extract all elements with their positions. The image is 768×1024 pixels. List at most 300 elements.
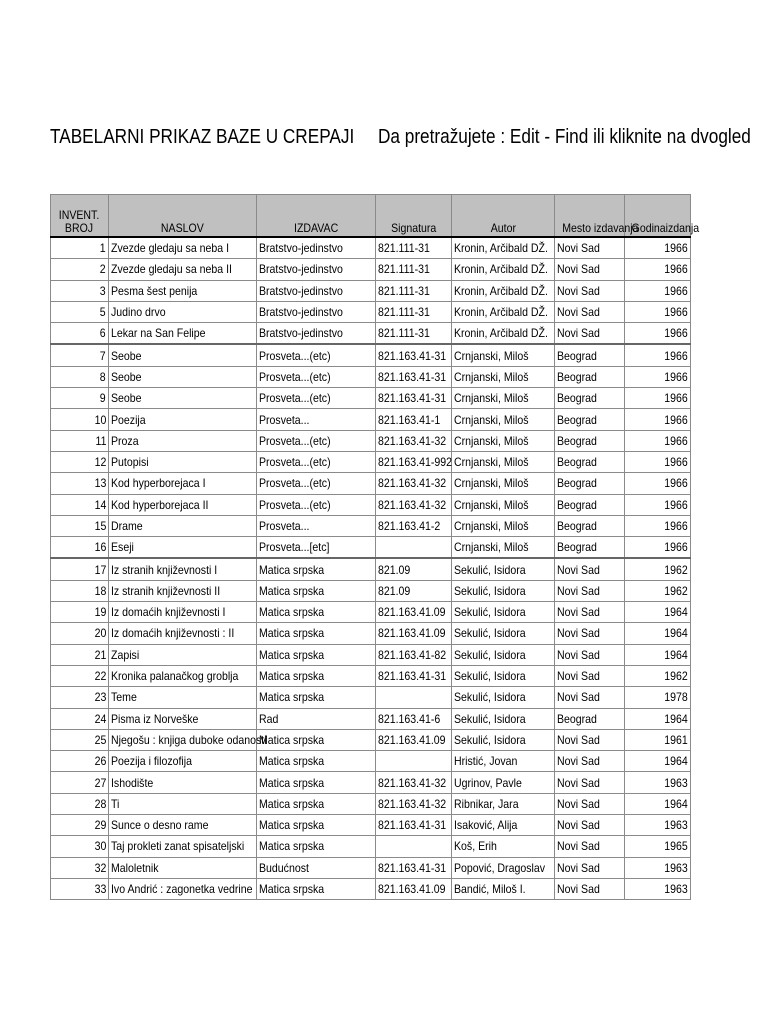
cell-author[interactable] [452, 494, 555, 515]
cell-author[interactable] [452, 687, 555, 708]
cell-publisher[interactable] [257, 515, 376, 536]
cell-publisher-text: Prosveta... [259, 412, 310, 427]
cell-author[interactable] [452, 366, 555, 387]
cell-place-text: Beograd [557, 476, 597, 491]
cell-place[interactable] [555, 473, 625, 494]
cell-author[interactable] [452, 388, 555, 409]
cell-inventory-number-text: 13 [94, 476, 106, 491]
cell-author-text: Crnjanski, Miloš [454, 412, 529, 427]
cell-title[interactable] [109, 708, 257, 729]
cell-author[interactable] [452, 259, 555, 280]
cell-publisher-text: Bratstvo-jedinstvo [259, 241, 343, 256]
cell-place[interactable] [555, 878, 625, 899]
cell-year-text: 1962 [664, 583, 688, 598]
cell-year[interactable] [625, 857, 691, 878]
cell-author[interactable] [452, 301, 555, 322]
cell-signature[interactable] [376, 537, 452, 559]
cell-author[interactable] [452, 644, 555, 665]
cell-signature[interactable] [376, 430, 452, 451]
cell-place-text: Novi Sad [557, 669, 600, 684]
cell-place[interactable] [555, 515, 625, 536]
cell-author[interactable] [452, 558, 555, 580]
cell-signature[interactable] [376, 451, 452, 472]
cell-inventory-number[interactable] [51, 344, 109, 366]
cell-signature[interactable] [376, 729, 452, 750]
cell-title[interactable] [109, 344, 257, 366]
cell-year[interactable] [625, 388, 691, 409]
cell-publisher[interactable] [257, 644, 376, 665]
cell-publisher[interactable] [257, 301, 376, 322]
cell-publisher[interactable] [257, 751, 376, 772]
cell-inventory-number[interactable] [51, 473, 109, 494]
cell-place[interactable] [555, 729, 625, 750]
cell-place[interactable] [555, 366, 625, 387]
cell-title[interactable] [109, 878, 257, 899]
cell-author[interactable] [452, 580, 555, 601]
cell-year[interactable] [625, 237, 691, 259]
cell-publisher[interactable] [257, 580, 376, 601]
cell-inventory-number[interactable] [51, 793, 109, 814]
cell-signature[interactable] [376, 708, 452, 729]
cell-title-text: Njegošu : knjiga duboke odanosti [111, 732, 267, 747]
cell-place-text: Novi Sad [557, 775, 600, 790]
cell-publisher[interactable] [257, 687, 376, 708]
cell-signature[interactable] [376, 815, 452, 836]
catalog-table [50, 194, 700, 900]
cell-publisher[interactable] [257, 878, 376, 899]
cell-publisher[interactable] [257, 857, 376, 878]
cell-place[interactable] [555, 580, 625, 601]
cell-title[interactable] [109, 409, 257, 430]
cell-signature-text: 821.163.41.09 [378, 605, 446, 620]
cell-signature[interactable] [376, 558, 452, 580]
cell-year[interactable] [625, 793, 691, 814]
cell-title[interactable] [109, 323, 257, 345]
cell-signature[interactable] [376, 366, 452, 387]
cell-year[interactable] [625, 259, 691, 280]
cell-signature[interactable] [376, 623, 452, 644]
cell-inventory-number[interactable] [51, 836, 109, 857]
cell-signature[interactable] [376, 751, 452, 772]
cell-title[interactable] [109, 558, 257, 580]
cell-signature[interactable] [376, 580, 452, 601]
cell-title[interactable] [109, 388, 257, 409]
cell-author[interactable] [452, 344, 555, 366]
cell-publisher[interactable] [257, 430, 376, 451]
cell-place[interactable] [555, 388, 625, 409]
cell-place[interactable] [555, 665, 625, 686]
cell-author-text: Crnjanski, Miloš [454, 519, 529, 533]
cell-signature-text: 821.163.41-32 [378, 476, 447, 491]
cell-place[interactable] [555, 537, 625, 559]
cell-year[interactable] [625, 344, 691, 366]
cell-author[interactable] [452, 537, 555, 559]
cell-signature[interactable] [376, 687, 452, 708]
cell-place[interactable] [555, 751, 625, 772]
cell-inventory-number[interactable] [51, 708, 109, 729]
cell-inventory-number[interactable] [51, 602, 109, 623]
cell-title[interactable] [109, 451, 257, 472]
cell-title[interactable] [109, 494, 257, 515]
cell-publisher-text: Rad [259, 711, 279, 726]
cell-inventory-number[interactable] [51, 430, 109, 451]
cell-publisher-text: Budućnost [259, 860, 309, 875]
cell-place[interactable] [555, 430, 625, 451]
cell-inventory-number[interactable] [51, 323, 109, 345]
cell-year[interactable] [625, 473, 691, 494]
cell-title[interactable] [109, 366, 257, 387]
cell-year[interactable] [625, 751, 691, 772]
cell-author-text: Crnjanski, Miloš [454, 497, 529, 512]
cell-inventory-number[interactable] [51, 878, 109, 899]
cell-inventory-number[interactable] [51, 644, 109, 665]
cell-title[interactable] [109, 280, 257, 301]
cell-publisher[interactable] [257, 237, 376, 259]
cell-title-text: Drame [111, 519, 143, 533]
cell-place[interactable] [555, 708, 625, 729]
cell-year[interactable] [625, 558, 691, 580]
cell-year[interactable] [625, 623, 691, 644]
cell-inventory-number[interactable] [51, 301, 109, 322]
cell-title-text: Lekar na San Felipe [111, 326, 206, 341]
cell-title[interactable] [109, 537, 257, 559]
cell-publisher[interactable] [257, 815, 376, 836]
cell-place[interactable] [555, 644, 625, 665]
cell-inventory-number-text: 25 [94, 732, 106, 747]
cell-signature-text: 821.09 [378, 583, 411, 598]
cell-year[interactable] [625, 815, 691, 836]
cell-title[interactable] [109, 751, 257, 772]
cell-year[interactable] [625, 537, 691, 559]
cell-signature[interactable] [376, 602, 452, 623]
cell-signature[interactable] [376, 793, 452, 814]
cell-inventory-number[interactable] [51, 815, 109, 836]
table-row[interactable] [51, 515, 691, 536]
cell-year[interactable] [625, 494, 691, 515]
table-row[interactable] [51, 451, 691, 472]
cell-signature[interactable] [376, 665, 452, 686]
cell-signature-text: 821.163.41-31 [378, 860, 447, 875]
cell-title-text: Taj prokleti zanat spisateljski [111, 839, 245, 854]
cell-publisher[interactable] [257, 558, 376, 580]
cell-title[interactable] [109, 580, 257, 601]
cell-publisher[interactable] [257, 623, 376, 644]
cell-year[interactable] [625, 836, 691, 857]
cell-signature[interactable] [376, 259, 452, 280]
cell-author[interactable] [452, 836, 555, 857]
cell-place[interactable] [555, 237, 625, 259]
header-publisher: IZDAVAC [257, 195, 376, 238]
cell-year[interactable] [625, 301, 691, 322]
table-row[interactable] [51, 323, 691, 345]
cell-inventory-number[interactable] [51, 237, 109, 259]
cell-inventory-number[interactable] [51, 494, 109, 515]
cell-title[interactable] [109, 237, 257, 259]
cell-signature[interactable] [376, 878, 452, 899]
table-row[interactable] [51, 280, 691, 301]
table-row[interactable] [51, 836, 691, 857]
table-row[interactable] [51, 708, 691, 729]
cell-inventory-number[interactable] [51, 388, 109, 409]
cell-publisher[interactable] [257, 602, 376, 623]
cell-publisher[interactable] [257, 366, 376, 387]
cell-place[interactable] [555, 558, 625, 580]
cell-inventory-number-text: 5 [100, 305, 106, 320]
table-row[interactable] [51, 857, 691, 878]
cell-author[interactable] [452, 623, 555, 644]
cell-author[interactable] [452, 857, 555, 878]
table-row[interactable] [51, 623, 691, 644]
cell-publisher-text: Bratstvo-jedinstvo [259, 305, 343, 320]
cell-author[interactable] [452, 878, 555, 899]
cell-inventory-number[interactable] [51, 623, 109, 644]
cell-inventory-number[interactable] [51, 857, 109, 878]
cell-signature[interactable] [376, 494, 452, 515]
cell-year[interactable] [625, 409, 691, 430]
cell-year[interactable] [625, 878, 691, 899]
cell-inventory-number[interactable] [51, 580, 109, 601]
cell-publisher-text: Prosveta...[etc] [259, 540, 330, 555]
cell-signature[interactable] [376, 473, 452, 494]
cell-publisher[interactable] [257, 772, 376, 793]
cell-place[interactable] [555, 259, 625, 280]
cell-year[interactable] [625, 665, 691, 686]
cell-inventory-number[interactable] [51, 366, 109, 387]
cell-author[interactable] [452, 237, 555, 259]
cell-title-text: Seobe [111, 391, 142, 406]
cell-place[interactable] [555, 687, 625, 708]
cell-inventory-number-text: 24 [94, 711, 106, 726]
cell-title[interactable] [109, 430, 257, 451]
cell-publisher[interactable] [257, 451, 376, 472]
cell-publisher[interactable] [257, 665, 376, 686]
table-row[interactable] [51, 751, 691, 772]
cell-inventory-number[interactable] [51, 515, 109, 536]
cell-place-text: Beograd [557, 519, 597, 533]
cell-signature[interactable] [376, 388, 452, 409]
cell-place[interactable] [555, 409, 625, 430]
cell-year-text: 1965 [664, 839, 688, 854]
cell-signature[interactable] [376, 857, 452, 878]
table-row[interactable] [51, 259, 691, 280]
table-row[interactable] [51, 344, 691, 366]
table-row[interactable] [51, 237, 691, 259]
cell-place-text: Novi Sad [557, 626, 600, 641]
cell-author[interactable] [452, 793, 555, 814]
cell-publisher[interactable] [257, 259, 376, 280]
cell-author[interactable] [452, 280, 555, 301]
cell-title[interactable] [109, 259, 257, 280]
table-row[interactable] [51, 793, 691, 814]
cell-place[interactable] [555, 602, 625, 623]
cell-signature[interactable] [376, 344, 452, 366]
cell-title[interactable] [109, 602, 257, 623]
cell-author[interactable] [452, 602, 555, 623]
cell-inventory-number[interactable] [51, 280, 109, 301]
cell-year[interactable] [625, 772, 691, 793]
cell-author[interactable] [452, 815, 555, 836]
cell-author-text: Sekulić, Isidora [454, 583, 526, 598]
cell-inventory-number-text: 12 [94, 455, 106, 470]
cell-author[interactable] [452, 323, 555, 345]
cell-signature[interactable] [376, 323, 452, 345]
table-row[interactable] [51, 772, 691, 793]
cell-year[interactable] [625, 430, 691, 451]
table-row[interactable] [51, 494, 691, 515]
cell-place[interactable] [555, 323, 625, 345]
cell-title[interactable] [109, 473, 257, 494]
cell-year[interactable] [625, 366, 691, 387]
cell-place[interactable] [555, 301, 625, 322]
cell-publisher-text: Bratstvo-jedinstvo [259, 326, 343, 341]
cell-year[interactable] [625, 644, 691, 665]
table-row[interactable] [51, 580, 691, 601]
cell-title[interactable] [109, 772, 257, 793]
cell-publisher[interactable] [257, 836, 376, 857]
cell-place[interactable] [555, 793, 625, 814]
cell-inventory-number[interactable] [51, 751, 109, 772]
cell-title[interactable] [109, 623, 257, 644]
cell-signature[interactable] [376, 772, 452, 793]
table-row[interactable] [51, 388, 691, 409]
cell-year-text: 1962 [664, 562, 688, 577]
cell-signature[interactable] [376, 237, 452, 259]
table-row[interactable] [51, 409, 691, 430]
cell-signature-text: 821.111-31 [378, 241, 430, 256]
cell-publisher[interactable] [257, 323, 376, 345]
cell-signature[interactable] [376, 836, 452, 857]
cell-title[interactable] [109, 665, 257, 686]
cell-signature[interactable] [376, 301, 452, 322]
cell-author[interactable] [452, 430, 555, 451]
cell-title[interactable] [109, 836, 257, 857]
table-row[interactable] [51, 644, 691, 665]
cell-author[interactable] [452, 473, 555, 494]
cell-year-text: 1966 [664, 455, 688, 470]
cell-publisher[interactable] [257, 388, 376, 409]
cell-title[interactable] [109, 857, 257, 878]
cell-author[interactable] [452, 708, 555, 729]
cell-signature[interactable] [376, 644, 452, 665]
cell-year[interactable] [625, 515, 691, 536]
cell-place[interactable] [555, 494, 625, 515]
table-row[interactable] [51, 537, 691, 559]
cell-title-text: Iz stranih književnosti II [111, 583, 221, 598]
cell-inventory-number[interactable] [51, 409, 109, 430]
cell-title[interactable] [109, 793, 257, 814]
cell-author-text: Crnjanski, Miloš [454, 476, 529, 491]
cell-year[interactable] [625, 280, 691, 301]
cell-inventory-number[interactable] [51, 451, 109, 472]
cell-year[interactable] [625, 687, 691, 708]
cell-author[interactable] [452, 665, 555, 686]
cell-inventory-number-text: 17 [94, 562, 106, 577]
cell-title[interactable] [109, 815, 257, 836]
cell-publisher[interactable] [257, 708, 376, 729]
cell-author[interactable] [452, 772, 555, 793]
cell-signature[interactable] [376, 515, 452, 536]
cell-inventory-number-text: 1 [100, 241, 106, 256]
cell-author[interactable] [452, 451, 555, 472]
table-row[interactable] [51, 558, 691, 580]
cell-publisher[interactable] [257, 409, 376, 430]
cell-inventory-number-text: 33 [94, 882, 106, 897]
cell-inventory-number[interactable] [51, 558, 109, 580]
cell-signature-text: 821.111-31 [378, 326, 430, 341]
cell-place[interactable] [555, 280, 625, 301]
cell-place[interactable] [555, 815, 625, 836]
table-row[interactable] [51, 602, 691, 623]
cell-inventory-number[interactable] [51, 665, 109, 686]
search-instructions: Da pretražujete : Edit - Find ili kliknite na dvogled [378, 126, 751, 148]
cell-title[interactable] [109, 729, 267, 750]
cell-inventory-number[interactable] [51, 687, 109, 708]
cell-place[interactable] [555, 836, 625, 857]
cell-publisher[interactable] [257, 793, 376, 814]
cell-publisher-text: Matica srpska [259, 732, 325, 747]
cell-inventory-number[interactable] [51, 537, 109, 559]
cell-title[interactable] [109, 515, 257, 536]
cell-author-text: Sekulić, Isidora [454, 669, 526, 684]
table-row[interactable] [51, 430, 691, 451]
cell-place[interactable] [555, 451, 625, 472]
cell-year[interactable] [625, 580, 691, 601]
cell-year[interactable] [625, 451, 691, 472]
cell-publisher[interactable] [257, 344, 376, 366]
cell-signature[interactable] [376, 409, 452, 430]
cell-publisher[interactable] [257, 729, 376, 750]
cell-author-text: Kronin, Arčibald DŽ. [454, 283, 548, 298]
cell-publisher[interactable] [257, 473, 376, 494]
cell-inventory-number[interactable] [51, 259, 109, 280]
cell-place[interactable] [555, 772, 625, 793]
cell-place[interactable] [555, 344, 625, 366]
cell-author-text: Kronin, Arčibald DŽ. [454, 305, 548, 320]
cell-place[interactable] [555, 857, 625, 878]
table-row[interactable] [51, 301, 691, 322]
cell-publisher[interactable] [257, 280, 376, 301]
table-row[interactable] [51, 729, 691, 750]
cell-inventory-number[interactable] [51, 772, 109, 793]
cell-year[interactable] [625, 323, 691, 345]
cell-publisher[interactable] [257, 537, 376, 559]
cell-place-text: Novi Sad [557, 241, 600, 256]
cell-title[interactable] [109, 301, 257, 322]
cell-year[interactable] [625, 708, 691, 729]
cell-year[interactable] [625, 729, 691, 750]
table-row[interactable] [51, 366, 691, 387]
table-row[interactable] [51, 815, 691, 836]
cell-signature[interactable] [376, 280, 452, 301]
cell-signature-text: 821.163.41-1 [378, 412, 441, 427]
table-row[interactable] [51, 878, 691, 899]
cell-publisher[interactable] [257, 494, 376, 515]
cell-author[interactable] [452, 729, 555, 750]
cell-author[interactable] [452, 751, 555, 772]
cell-author[interactable] [452, 409, 555, 430]
cell-title[interactable] [109, 687, 257, 708]
cell-author[interactable] [452, 515, 555, 536]
cell-year[interactable] [625, 602, 691, 623]
table-row[interactable] [51, 665, 691, 686]
table-row[interactable] [51, 473, 691, 494]
cell-inventory-number[interactable] [51, 729, 109, 750]
table-row[interactable] [51, 687, 691, 708]
cell-author-text: Crnjanski, Miloš [454, 369, 529, 384]
cell-place[interactable] [555, 623, 625, 644]
cell-signature-text: 821.111-31 [378, 283, 430, 298]
cell-title[interactable] [109, 644, 257, 665]
